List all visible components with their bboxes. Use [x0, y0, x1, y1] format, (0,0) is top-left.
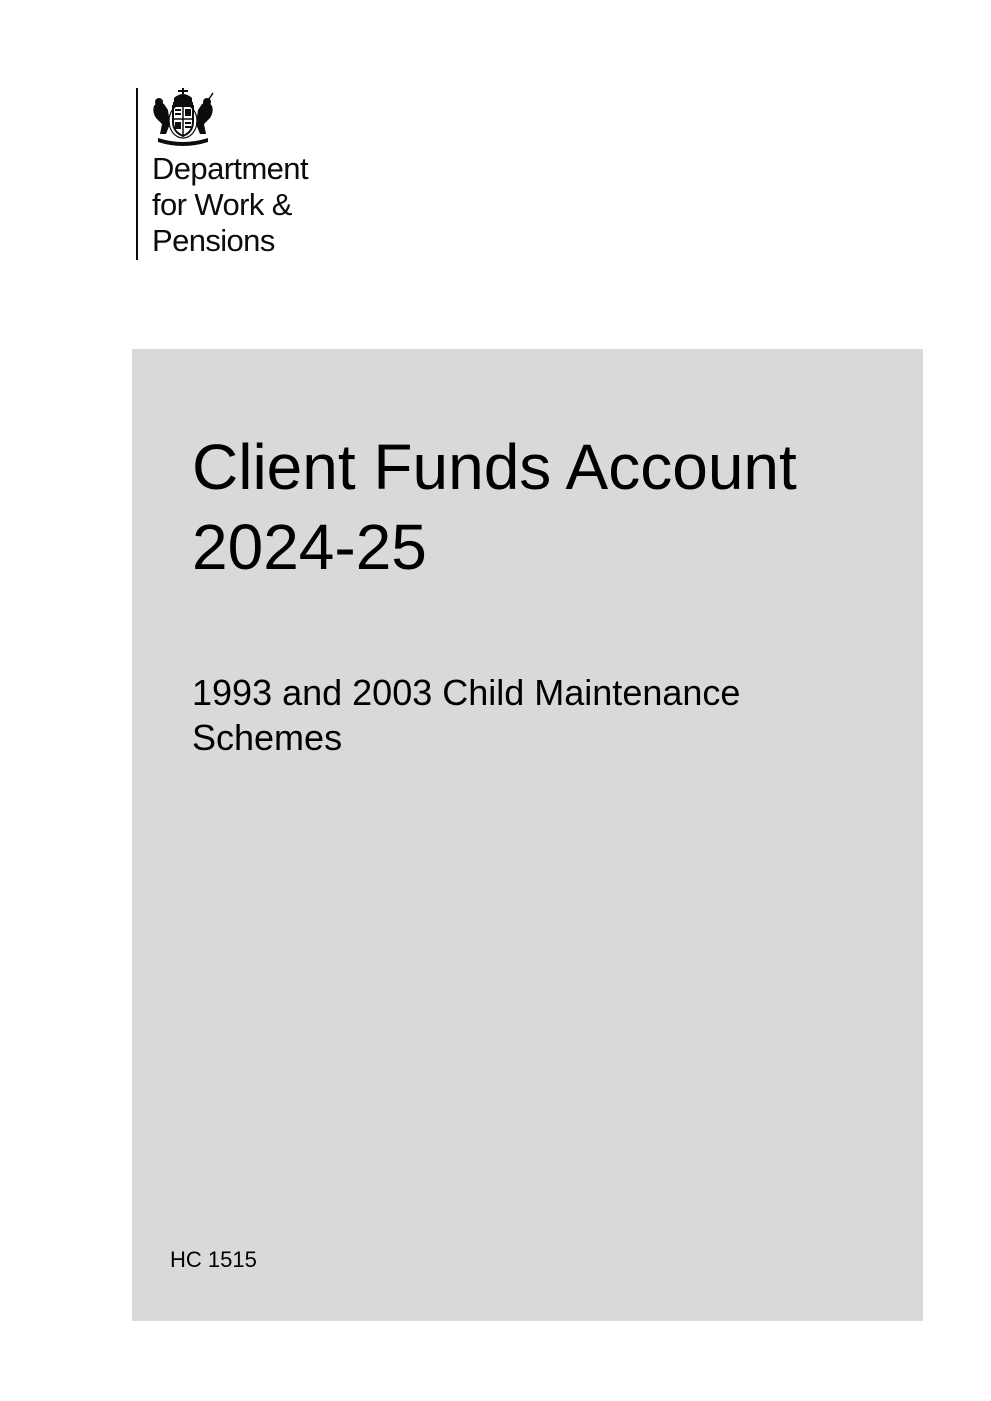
- document-subtitle-line-2: Schemes: [192, 717, 343, 758]
- document-title-line-2: 2024-25: [192, 511, 427, 583]
- department-name: [152, 151, 372, 259]
- department-name-line-2: for Work &: [152, 187, 292, 222]
- document-title: [192, 427, 912, 587]
- hc-number: HC 1515: [170, 1247, 257, 1272]
- document-title-line-1: Client Funds Account: [192, 431, 797, 503]
- cover-panel: [132, 349, 923, 1321]
- document-subtitle-line-1: 1993 and 2003 Child Maintenance: [192, 672, 741, 713]
- department-name-line-3: Pensions: [152, 223, 275, 258]
- royal-coat-of-arms-icon: [152, 88, 214, 146]
- department-name-line-1: Department: [152, 151, 308, 186]
- department-logo: [136, 88, 372, 260]
- document-subtitle: [192, 670, 892, 760]
